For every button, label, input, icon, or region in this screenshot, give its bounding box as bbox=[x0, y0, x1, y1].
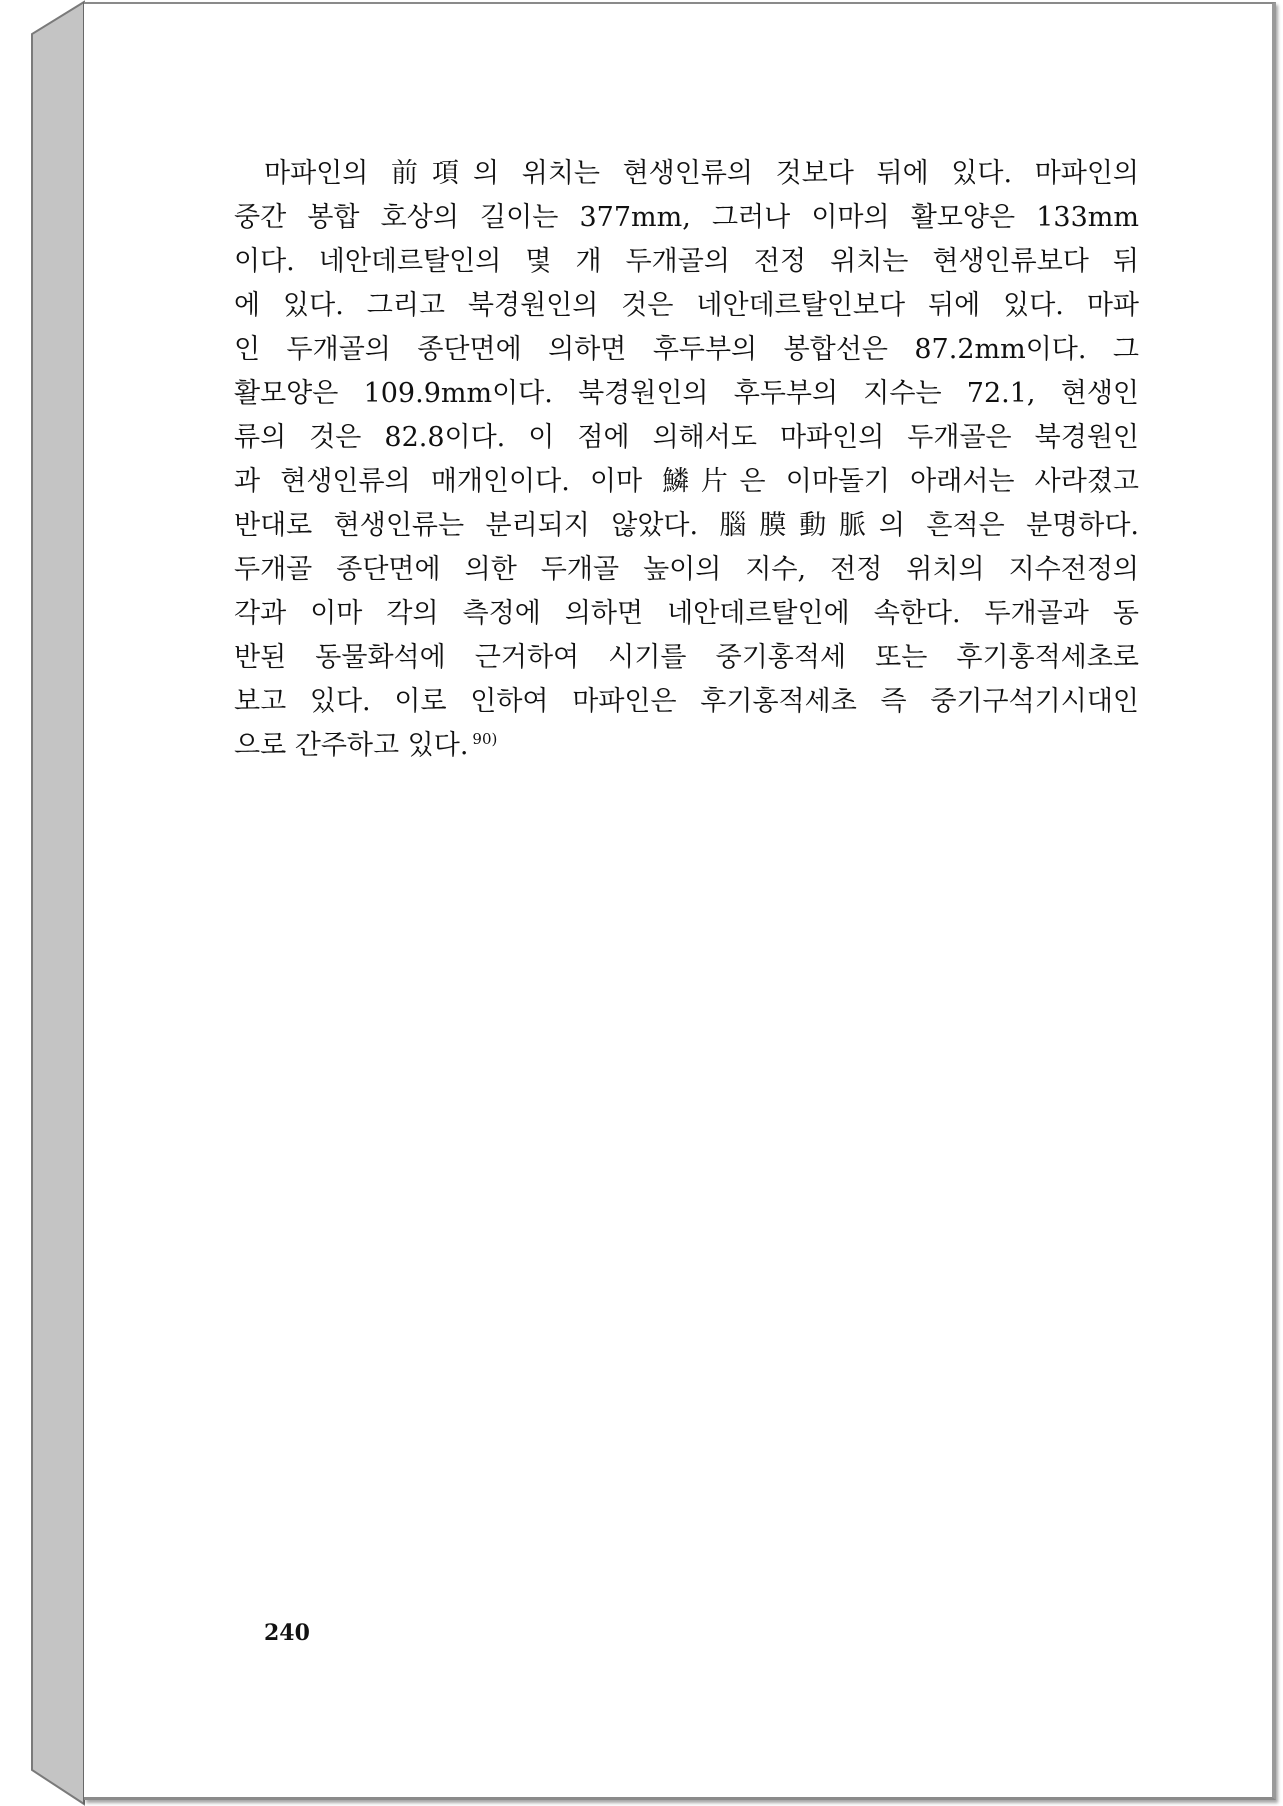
text-line: 보고 있다. 이로 인하여 마파인은 후기홍적세초 즉 중기구석기시대인 bbox=[234, 686, 1139, 717]
text-line: 에 있다. 그리고 북경원인의 것은 네안데르탈인보다 뒤에 있다. 마파 bbox=[234, 290, 1139, 321]
text-line: 이다. 네안데르탈인의 몇 개 두개골의 전정 위치는 현생인류보다 뒤 bbox=[234, 246, 1139, 277]
text-line: 두개골 종단면에 의한 두개골 높이의 지수, 전정 위치의 지수전정의 bbox=[234, 554, 1139, 585]
page-number: 240 bbox=[264, 1620, 310, 1646]
book-spine-shape bbox=[28, 0, 86, 1806]
body-paragraph bbox=[234, 152, 1139, 768]
text-line-content: 으로 간주하고 있다. bbox=[234, 730, 469, 761]
text-line: 반된 동물화석에 근거하여 시기를 중기홍적세 또는 후기홍적세초로 bbox=[234, 642, 1139, 673]
text-line: 마파인의 前項의 위치는 현생인류의 것보다 뒤에 있다. 마파인의 bbox=[264, 158, 1139, 189]
text-line: 류의 것은 82.8이다. 이 점에 의해서도 마파인의 두개골은 북경원인 bbox=[234, 422, 1139, 453]
text-line: 중간 봉합 호상의 길이는 377mm, 그러나 이마의 활모양은 133mm bbox=[234, 202, 1139, 233]
footnote-marker[interactable]: 90) bbox=[472, 730, 498, 748]
text-line: 활모양은 109.9mm이다. 북경원인의 후두부의 지수는 72.1, 현생인 bbox=[234, 378, 1139, 409]
text-line: 각과 이마 각의 측정에 의하면 네안데르탈인에 속한다. 두개골과 동 bbox=[234, 598, 1139, 629]
text-line: 반대로 현생인류는 분리되지 않았다. 腦膜動脈의 흔적은 분명하다. bbox=[234, 510, 1139, 541]
book-spine bbox=[28, 0, 86, 1806]
text-line-last bbox=[234, 724, 1139, 768]
book-page bbox=[84, 2, 1276, 1800]
text-line: 과 현생인류의 매개인이다. 이마 鱗片은 이마돌기 아래서는 사라졌고 bbox=[234, 466, 1139, 497]
text-line: 인 두개골의 종단면에 의하면 후두부의 봉합선은 87.2mm이다. 그 bbox=[234, 334, 1139, 365]
